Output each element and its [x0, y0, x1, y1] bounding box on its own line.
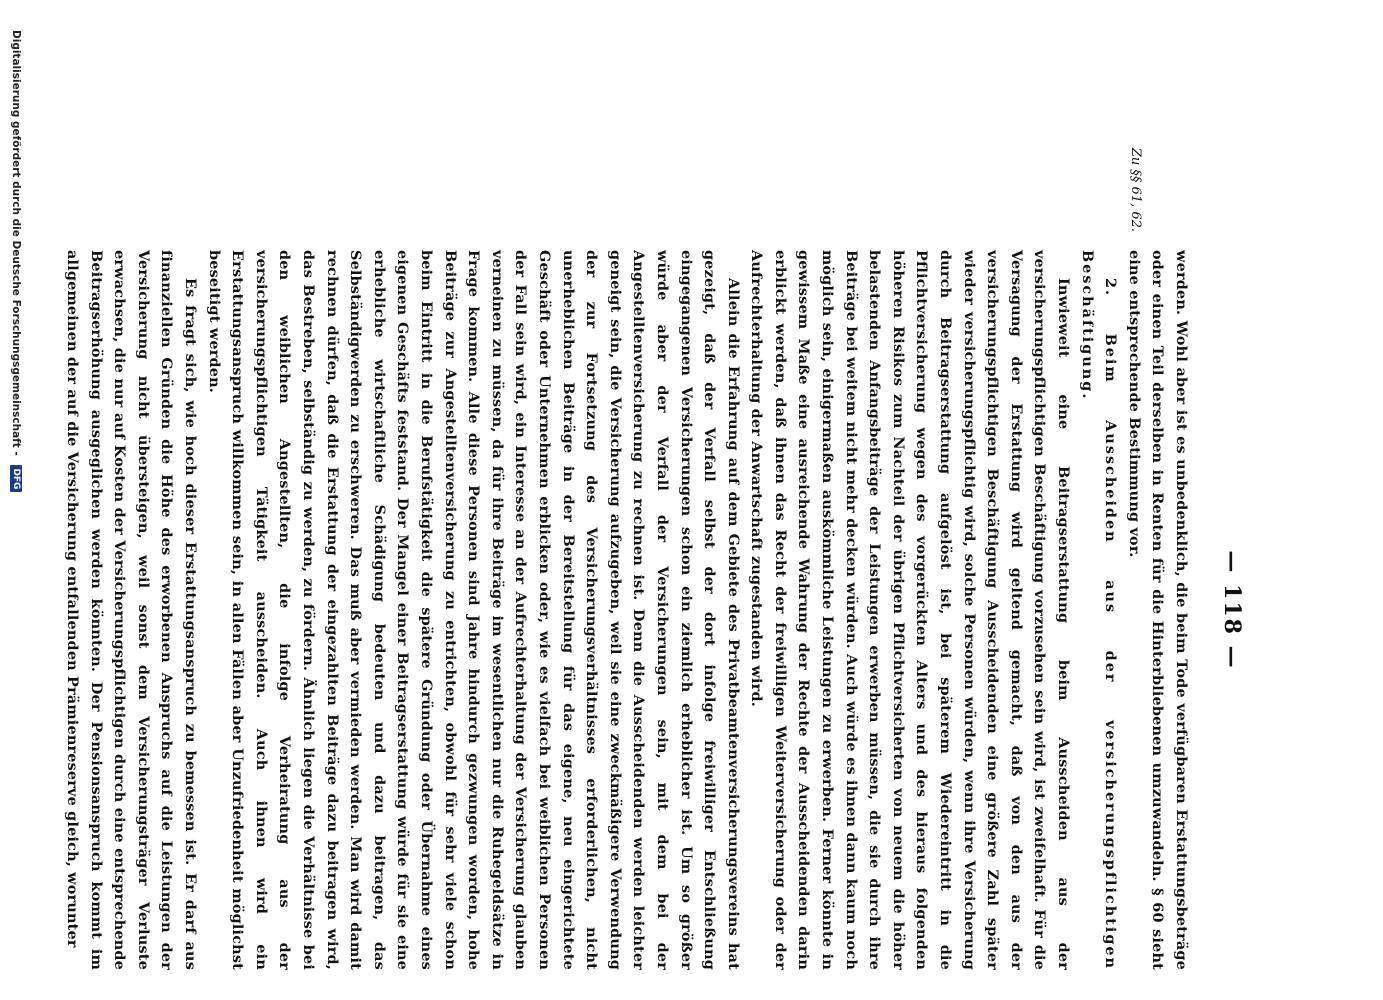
margin-note: Zu §§ 61, 62.: [1128, 147, 1143, 232]
rotated-page-content: [64, 147, 1265, 970]
body-text: [61, 250, 1194, 970]
page-number: — 118 —: [1219, 550, 1245, 670]
digitization-credit: [6, 30, 22, 990]
paragraph: werden. Wohl aber ist es unbedenklich, die beim Tode verfügbaren Erstattungsbeträge oder einen Teil derselben in Renten für die Hinterbliebenen umzuwandeln. § 60 sieht eine entsprechende Bestimmung vor.: [1125, 250, 1190, 970]
paragraph: Inwieweit eine Beitragserstattung beim Ausscheiden aus der versicherungspflichtigen Beschäftigung vorzusehen sein wird, ist zweifelhaft. Für die Versagung der Erstattung wird geltend gemacht, daß von den aus der versicherungspflichtigen Beschäftigung Ausscheidenden eine größere Zahl später wieder versicherungspflichtig wird, solche Personen würden, wenn ihre Versicherung durch Beitragserstattung aufgelöst ist, bei späterem Wiedereintritt in die Pflichtversicherung wegen des vorgerückten Alters und des hieraus folgenden höheren Risikos zum Nachteil der übrigen Pflichtversicherten von neuem die höher belastenden Anfangsbeiträge der Leistungen erwerben müssen, die sie durch ihre Beiträge bei weitem nicht mehr decken würden. Auch würde es ihnen dann kaum noch möglich sein, einigermaßen auskömmliche Leistungen zu erwerben. Ferner könnte in gewissem Maße eine ausreichende Wahrung der Rechte der Ausscheidenden darin erblickt werden, daß ihnen das Recht der freiwilligen Weiterversicherung oder der Aufrechterhaltung der Anwartschaft zugestanden wird.: [748, 250, 1073, 970]
paragraph: Allein die Erfahrung auf dem Gebiete des Privatbeamtenversicherungsvereins hat gezeigt, daß der Verfall selbst der dort infolge freiwilliger Entschließung eingegangenen Versicherungen schon ein ziemlich erheblicher ist. Um so größer würde aber der Verfall der Versicherungen sein, mit dem bei der Angestelltenversicherung zu rechnen ist. Denn die Ausscheidenden werden leichter geneigt sein, die Versicherung aufzugeben, weil sie eine zweckmäßigere Verwendung der zur Fortsetzung des Versicherungsverhältnisses erforderlichen, nicht unerheblichen Beiträge in der Bereitstellung für das eigene, neu eingerichtete Geschäft oder Unternehmen erblicken oder, wie es vielfach bei weiblichen Personen der Fall sein wird, ein Interesse an der Aufrechterhaltung der Versicherung glauben verneinen zu müssen, da für ihre Beiträge im wesentlichen nur die Ruhegeldsätze in Frage kommen. Alle diese Personen sind Jahre hindurch gezwungen worden, hohe Beiträge zur Angestelltenversicherung zu entrichten, obwohl für sehr viele schon beim Eintritt in die Berufstätigkeit die spätere Gründung oder Übernahme eines eigenen Geschäfts feststand. Der Mangel einer Beitragserstattung würde für sie eine erhebliche wirtschaftliche Schädigung bedeuten und dazu beitragen, das Selbständigwerden zu erschweren. Das muß aber vermieden werden. Man wird damit rechnen dürfen, daß die Erstattung der eingezahlten Beiträge dazu beitragen wird, das Bestreben, selbständig zu werden, zu fördern. Ähnlich liegen die Verhältnisse bei den weiblichen Angestellten, die infolge Verheiratung aus der versicherungspflichtigen Tätigkeit ausscheiden. Auch ihnen wird ein Erstattungsanspruch willkommen sein, in allen Fällen aber Unzufriedenheit möglichst beseitigt werden.: [205, 250, 742, 970]
dfg-logo-icon: DFG: [10, 465, 22, 492]
section-heading: 2. Beim Ausscheiden aus der versicherungspflichtigen Beschäftigung.: [1078, 250, 1120, 970]
credit-text: Digitalisierung gefördert durch die Deutsche Forschungsgemeinschaft -: [10, 30, 22, 456]
paragraph: Es fragt sich, wie hoch dieser Erstattungsanspruch zu bemessen ist. Er darf aus finanziellen Gründen die Höhe des erworbenen Anspruchs auf die Leistungen der Versicherung nicht übersteigen, weil sonst dem Versicherungsträger Verluste erwachsen, die nur auf Kosten der Versicherungspflichtigen durch eine entsprechende Beitragserhöhung ausgeglichen werden könnten. Der Pensionsanspruch kommt im allgemeinen der auf die Versicherung entfallenden Prämienreserve gleich, worunter: [64, 250, 200, 970]
